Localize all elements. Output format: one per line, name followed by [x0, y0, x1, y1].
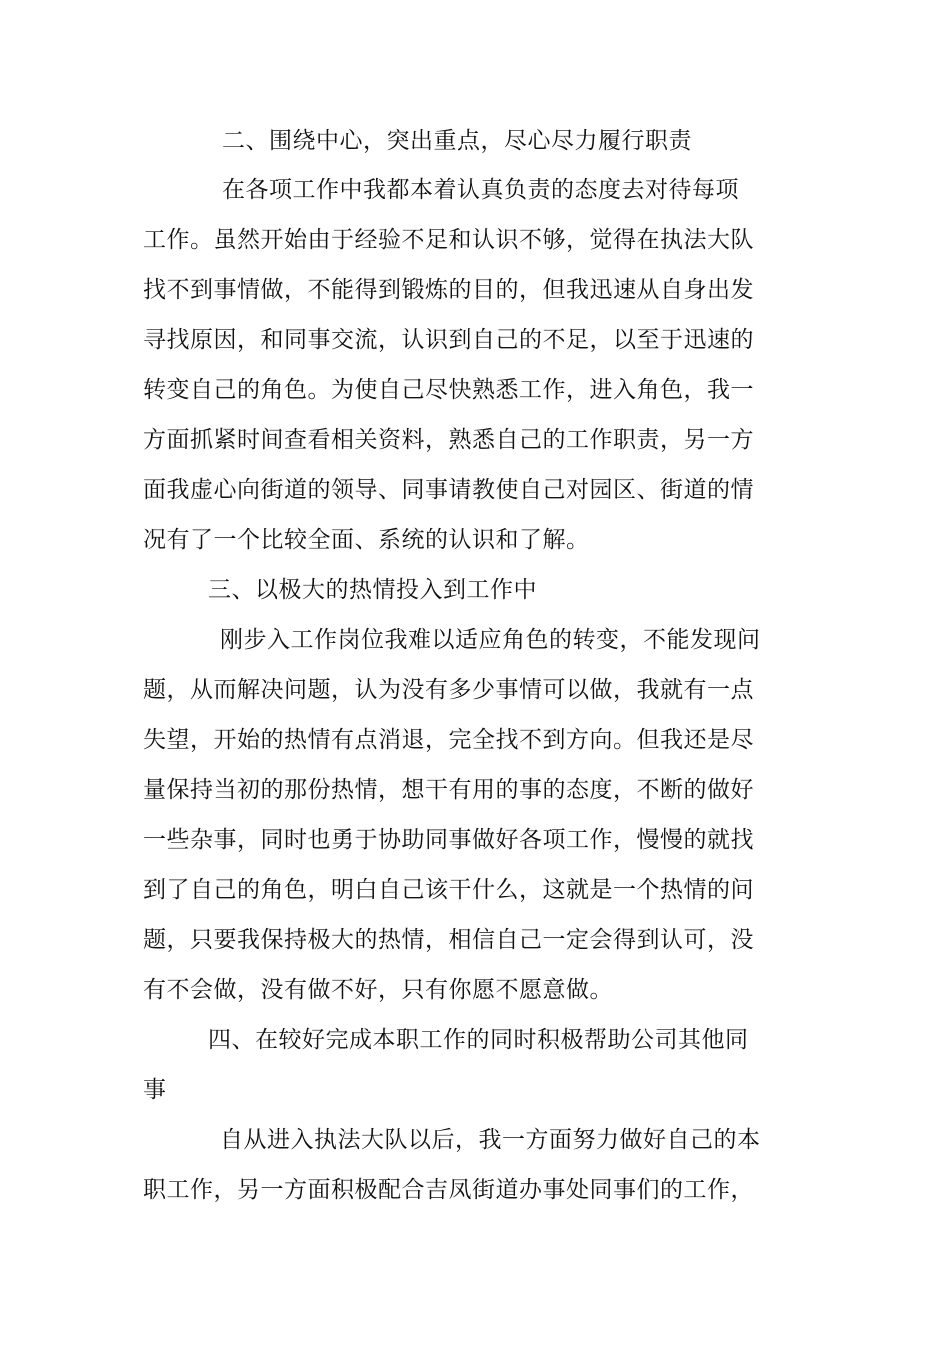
paragraph-line: 职工作，另一方面积极配合吉凤街道办事处同事们的工作，	[143, 1177, 754, 1203]
paragraph-line: 有不会做，没有做不好，只有你愿不愿意做。	[143, 977, 613, 1003]
paragraph-line: 到了自己的角色，明白自己该干什么，这就是一个热情的问	[143, 877, 754, 903]
section-heading-3: 三、以极大的热情投入到工作中	[208, 577, 537, 603]
section-heading-4: 四、在较好完成本职工作的同时积极帮助公司其他同	[208, 1027, 749, 1053]
paragraph-line: 转变自己的角色。为使自己尽快熟悉工作，进入角色，我一	[143, 377, 754, 403]
paragraph-line: 题，从而解决问题，认为没有多少事情可以做，我就有一点	[143, 677, 754, 703]
paragraph-line: 在各项工作中我都本着认真负责的态度去对待每项	[222, 177, 739, 203]
paragraph-line: 面我虚心向街道的领导、同事请教使自己对园区、街道的情	[143, 477, 754, 503]
paragraph-line: 况有了一个比较全面、系统的认识和了解。	[143, 527, 590, 553]
paragraph-line: 失望，开始的热情有点消退，完全找不到方向。但我还是尽	[143, 727, 754, 753]
paragraph-line: 量保持当初的那份热情，想干有用的事的态度，不断的做好	[143, 777, 754, 803]
paragraph-line: 工作。虽然开始由于经验不足和认识不够，觉得在执法大队	[143, 227, 754, 253]
paragraph-line: 刚步入工作岗位我难以适应角色的转变，不能发现问	[220, 627, 761, 653]
paragraph-line: 一些杂事，同时也勇于协助同事做好各项工作，慢慢的就找	[143, 827, 754, 853]
paragraph-line: 题，只要我保持极大的热情，相信自己一定会得到认可，没	[143, 927, 754, 953]
paragraph-line: 寻找原因，和同事交流，认识到自己的不足，以至于迅速的	[143, 327, 754, 353]
paragraph-line: 自从进入执法大队以后，我一方面努力做好自己的本	[220, 1127, 761, 1153]
paragraph-line: 方面抓紧时间查看相关资料，熟悉自己的工作职责，另一方	[143, 427, 754, 453]
section-heading-2: 二、围绕中心，突出重点，尽心尽力履行职责	[222, 128, 692, 154]
paragraph-line: 找不到事情做，不能得到锻炼的目的，但我迅速从自身出发	[143, 277, 754, 303]
section-heading-4-continuation: 事	[143, 1077, 167, 1103]
